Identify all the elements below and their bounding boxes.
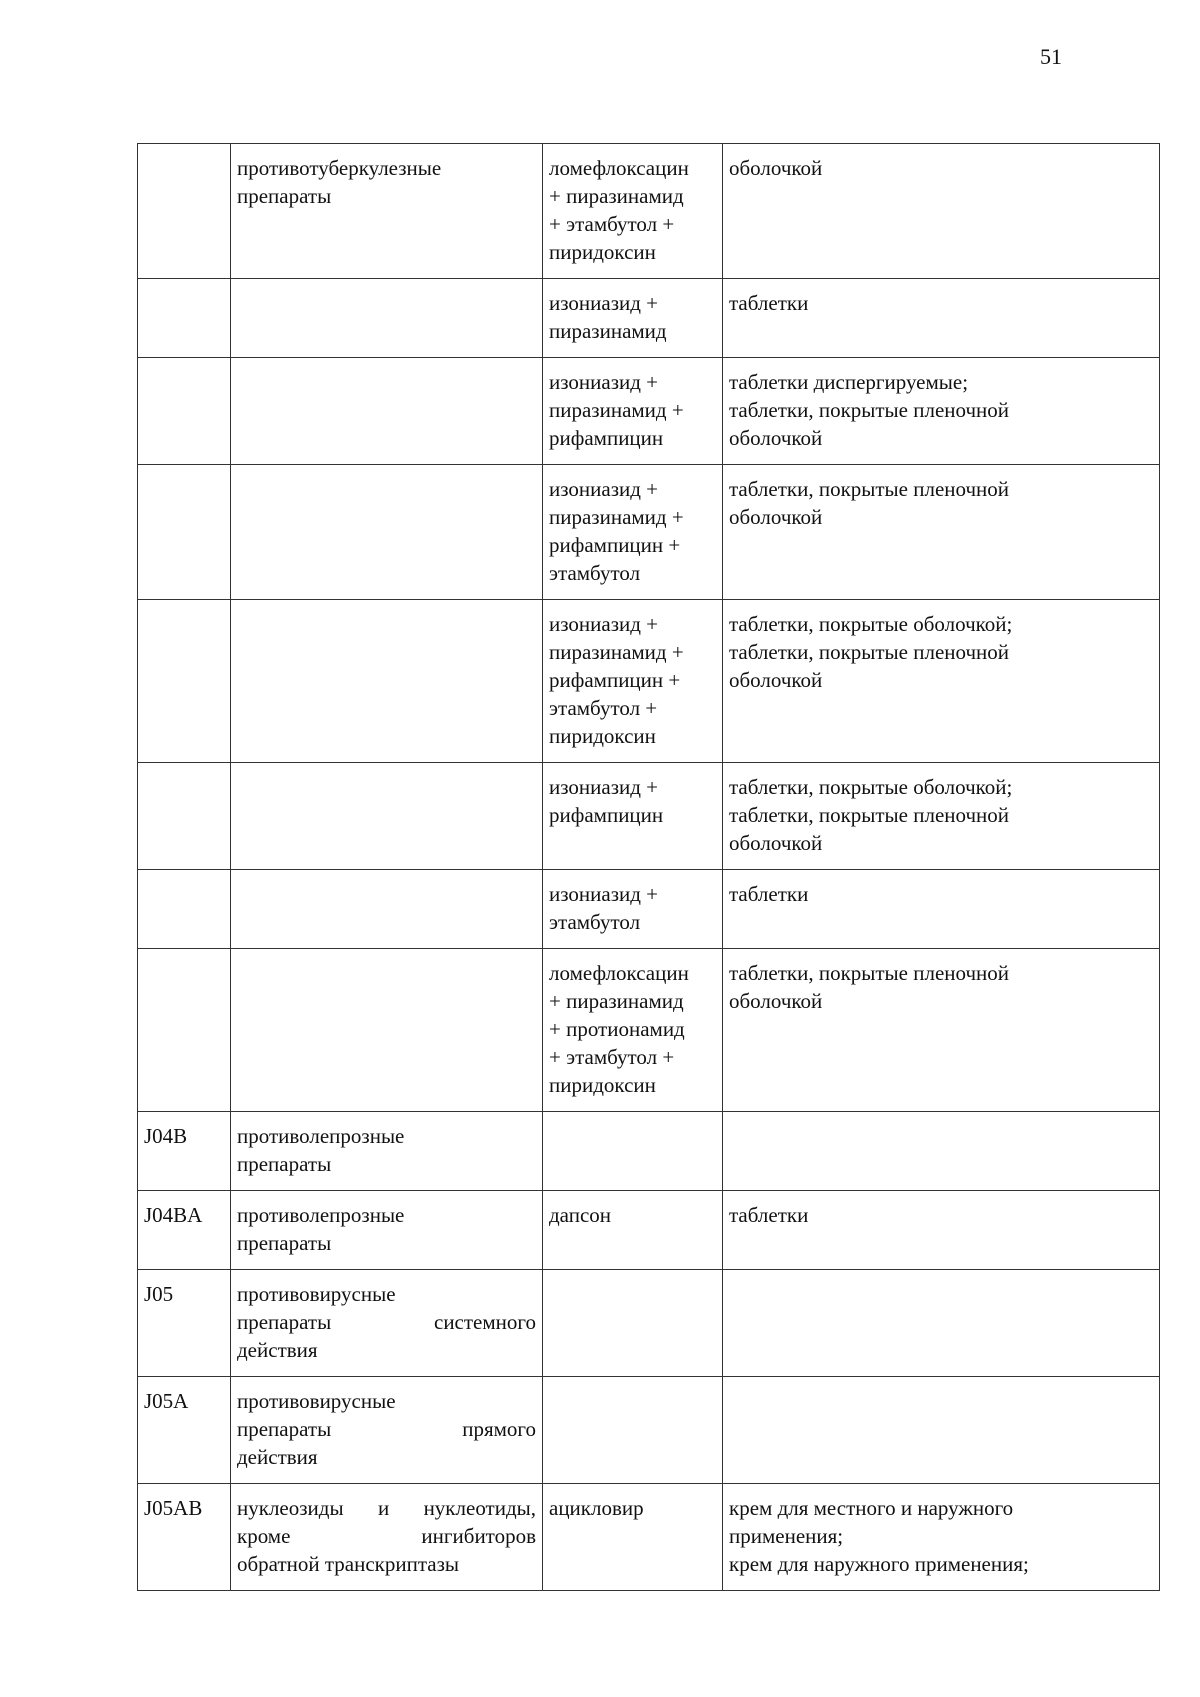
drug-name-cell <box>543 279 723 358</box>
dosage-form-cell <box>723 358 1160 465</box>
group-name-line: кроме ингибиторов <box>237 1524 536 1548</box>
group-name-cell <box>231 600 543 763</box>
atc-code-cell <box>138 949 231 1112</box>
group-name-cell <box>231 358 543 465</box>
atc-code-text: J05AB <box>144 1496 203 1520</box>
drug-name-line: рифампицин <box>549 803 664 827</box>
dosage-form-line: таблетки <box>729 1203 809 1227</box>
dosage-form-cell <box>723 870 1160 949</box>
drug-name-line: + пиразинамид <box>549 184 684 208</box>
dosage-form-cell <box>723 763 1160 870</box>
dosage-form-line: применения; <box>729 1524 844 1548</box>
table-row <box>138 870 1160 949</box>
atc-code-cell <box>138 1484 231 1591</box>
table-row <box>138 763 1160 870</box>
group-name-cell <box>231 465 543 600</box>
drug-name-line: изониазид + <box>549 477 659 501</box>
drug-name-cell <box>543 870 723 949</box>
group-name-cell <box>231 870 543 949</box>
table-row <box>138 279 1160 358</box>
drug-name-line: рифампицин <box>549 426 664 450</box>
atc-code-cell <box>138 358 231 465</box>
dosage-form-cell <box>723 949 1160 1112</box>
atc-code-text: J05A <box>144 1389 189 1413</box>
drug-name-line: рифампицин + <box>549 668 681 692</box>
atc-code-cell <box>138 763 231 870</box>
dosage-form-cell <box>723 600 1160 763</box>
drug-name-line: этамбутол <box>549 561 641 585</box>
atc-code-cell <box>138 144 231 279</box>
dosage-form-line: крем для наружного применения; <box>729 1552 1029 1576</box>
drug-name-line: ацикловир <box>549 1496 644 1520</box>
group-name-cell <box>231 279 543 358</box>
drug-name-line: изониазид + <box>549 612 659 636</box>
atc-code-cell <box>138 870 231 949</box>
dosage-form-line: крем для местного и наружного <box>729 1496 1014 1520</box>
dosage-form-line: таблетки <box>729 882 809 906</box>
drug-name-cell <box>543 763 723 870</box>
dosage-form-line: оболочкой <box>729 989 823 1013</box>
dosage-form-line: таблетки, покрытые пленочной <box>729 961 1010 985</box>
group-name-line: противовирусные <box>237 1389 396 1413</box>
dosage-form-cell <box>723 465 1160 600</box>
atc-code-cell <box>138 465 231 600</box>
atc-code-cell <box>138 1270 231 1377</box>
drug-name-line: этамбутол + <box>549 696 658 720</box>
table-row <box>138 600 1160 763</box>
atc-code-cell <box>138 1112 231 1191</box>
medication-table <box>137 143 1160 1591</box>
drug-name-cell <box>543 1191 723 1270</box>
drug-name-cell <box>543 1377 723 1484</box>
atc-code-cell <box>138 279 231 358</box>
dosage-form-cell <box>723 144 1160 279</box>
dosage-form-line: таблетки, покрытые пленочной <box>729 640 1010 664</box>
group-name-line: обратной транскриптазы <box>237 1552 460 1576</box>
drug-name-line: пиразинамид + <box>549 640 684 664</box>
drug-name-line: рифампицин + <box>549 533 681 557</box>
atc-code-text: J04B <box>144 1124 188 1148</box>
table-row <box>138 144 1160 279</box>
drug-name-line: пиридоксин <box>549 1073 656 1097</box>
group-name-cell <box>231 1377 543 1484</box>
group-name-cell <box>231 1112 543 1191</box>
table-row <box>138 1191 1160 1270</box>
drug-name-line: дапсон <box>549 1203 612 1227</box>
drug-name-line: + пиразинамид <box>549 989 684 1013</box>
table-body <box>138 144 1160 1591</box>
drug-name-line: пиразинамид + <box>549 505 684 529</box>
drug-name-line: этамбутол <box>549 910 641 934</box>
dosage-form-cell <box>723 1377 1160 1484</box>
dosage-form-line: таблетки, покрытые пленочной <box>729 477 1010 501</box>
group-name-line: препараты системного <box>237 1310 536 1334</box>
group-name-line: препараты прямого <box>237 1417 536 1441</box>
dosage-form-line: таблетки, покрытые пленочной <box>729 398 1010 422</box>
dosage-form-line: оболочкой <box>729 156 823 180</box>
drug-name-line: пиридоксин <box>549 724 656 748</box>
group-name-line: противолепрозные <box>237 1124 405 1148</box>
drug-name-cell <box>543 1112 723 1191</box>
drug-name-cell <box>543 358 723 465</box>
dosage-form-line: таблетки, покрытые пленочной <box>729 803 1010 827</box>
drug-name-line: ломефлоксацин <box>549 961 689 985</box>
table-row <box>138 1270 1160 1377</box>
dosage-form-line: оболочкой <box>729 668 823 692</box>
drug-name-line: пиразинамид <box>549 319 667 343</box>
dosage-form-cell <box>723 1484 1160 1591</box>
drug-name-line: изониазид + <box>549 882 659 906</box>
group-name-line: нуклеозиды и нуклеотиды, <box>237 1496 536 1520</box>
drug-name-line: + протионамид <box>549 1017 685 1041</box>
atc-code-text: J05 <box>144 1282 174 1306</box>
dosage-form-line: оболочкой <box>729 831 823 855</box>
group-name-cell <box>231 763 543 870</box>
drug-name-line: + этамбутол + <box>549 212 675 236</box>
drug-name-line: пиридоксин <box>549 240 656 264</box>
dosage-form-cell <box>723 1112 1160 1191</box>
group-name-cell <box>231 1270 543 1377</box>
group-name-cell <box>231 949 543 1112</box>
dosage-form-line: таблетки, покрытые оболочкой; <box>729 612 1013 636</box>
dosage-form-line: таблетки, покрытые оболочкой; <box>729 775 1013 799</box>
group-name-line: препараты <box>237 1231 332 1255</box>
dosage-form-cell <box>723 279 1160 358</box>
dosage-form-line: таблетки <box>729 291 809 315</box>
dosage-form-cell <box>723 1270 1160 1377</box>
group-name-line: противотуберкулезные <box>237 156 442 180</box>
table-row <box>138 949 1160 1112</box>
group-name-line: действия <box>237 1445 318 1469</box>
group-name-line: противолепрозные <box>237 1203 405 1227</box>
drug-name-line: ломефлоксацин <box>549 156 689 180</box>
table-row <box>138 465 1160 600</box>
dosage-form-line: оболочкой <box>729 426 823 450</box>
table-row <box>138 1377 1160 1484</box>
drug-name-line: + этамбутол + <box>549 1045 675 1069</box>
drug-name-cell <box>543 1270 723 1377</box>
table-row <box>138 1112 1160 1191</box>
group-name-line: действия <box>237 1338 318 1362</box>
group-name-line: препараты <box>237 184 332 208</box>
drug-name-cell <box>543 600 723 763</box>
drug-name-line: изониазид + <box>549 370 659 394</box>
group-name-cell <box>231 144 543 279</box>
table-row <box>138 1484 1160 1591</box>
group-name-cell <box>231 1191 543 1270</box>
drug-name-line: изониазид + <box>549 775 659 799</box>
page-number: 51 <box>1040 44 1062 69</box>
drug-name-cell <box>543 144 723 279</box>
drug-name-line: пиразинамид + <box>549 398 684 422</box>
table-row <box>138 358 1160 465</box>
drug-name-cell <box>543 465 723 600</box>
dosage-form-line: таблетки диспергируемые; <box>729 370 969 394</box>
drug-name-line: изониазид + <box>549 291 659 315</box>
group-name-line: противовирусные <box>237 1282 396 1306</box>
atc-code-cell <box>138 1377 231 1484</box>
dosage-form-cell <box>723 1191 1160 1270</box>
atc-code-cell <box>138 1191 231 1270</box>
drug-name-cell <box>543 1484 723 1591</box>
group-name-cell <box>231 1484 543 1591</box>
atc-code-cell <box>138 600 231 763</box>
group-name-line: препараты <box>237 1152 332 1176</box>
dosage-form-line: оболочкой <box>729 505 823 529</box>
atc-code-text: J04BA <box>144 1203 203 1227</box>
drug-name-cell <box>543 949 723 1112</box>
